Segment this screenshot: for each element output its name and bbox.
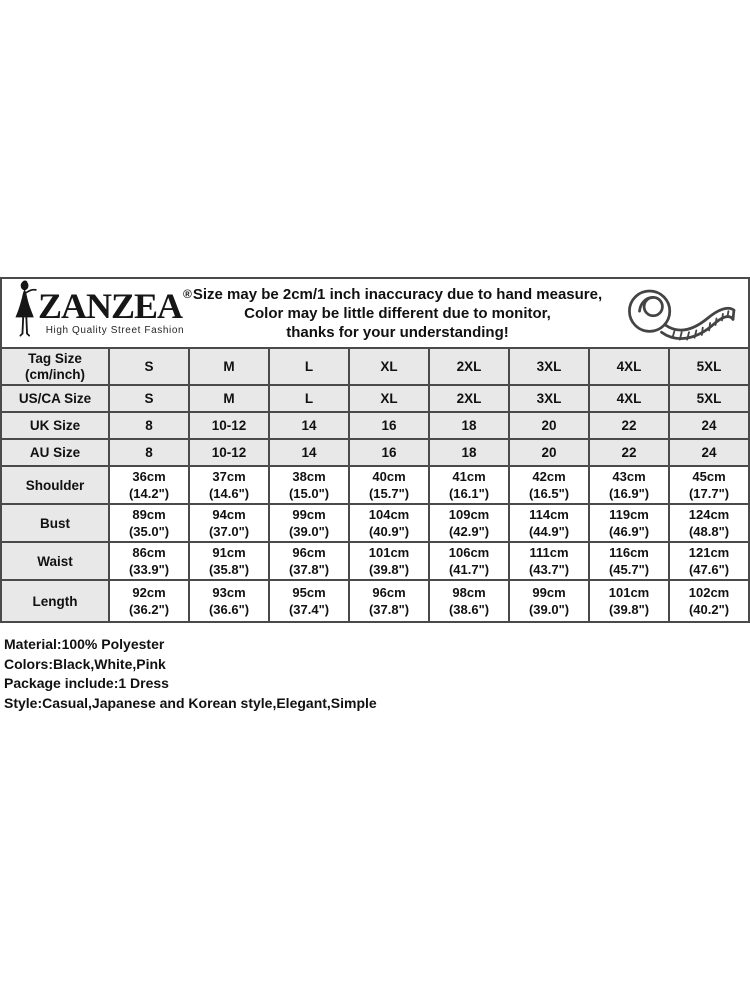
- size-cell: 8: [109, 412, 189, 439]
- brand-logo: [2, 280, 192, 347]
- measurement-cell: 99cm (39.0"): [269, 504, 349, 542]
- size-cell: 20: [509, 412, 589, 439]
- header-band: [0, 277, 750, 347]
- size-cell: XL: [349, 385, 429, 412]
- measurement-cell: 89cm (35.0"): [109, 504, 189, 542]
- measurement-cell: 119cm (46.9"): [589, 504, 669, 542]
- disclaimer-line: Size may be 2cm/1 inch inaccuracy due to hand measure,: [192, 285, 603, 303]
- measurement-cell: 42cm (16.5"): [509, 466, 589, 504]
- column-header: L: [269, 348, 349, 385]
- measurement-cell: 99cm (39.0"): [509, 580, 589, 622]
- size-cell: 4XL: [589, 385, 669, 412]
- measurement-cell: 92cm (36.2"): [109, 580, 189, 622]
- brand-name: ZANZEA: [38, 286, 183, 327]
- size-cell: 10-12: [189, 439, 269, 466]
- size-cell: M: [189, 385, 269, 412]
- measurement-cell: 43cm (16.9"): [589, 466, 669, 504]
- row-label: Tag Size (cm/inch): [1, 348, 109, 385]
- measurement-cell: 96cm (37.8"): [349, 580, 429, 622]
- measurement-cell: 111cm (43.7"): [509, 542, 589, 580]
- size-cell: 14: [269, 439, 349, 466]
- product-details: [0, 635, 750, 713]
- measurement-cell: 109cm (42.9"): [429, 504, 509, 542]
- size-cell: 16: [349, 412, 429, 439]
- table-row-bust: [1, 504, 749, 542]
- row-label: Length: [1, 580, 109, 622]
- detail-line-material: Material:100% Polyester: [4, 636, 165, 652]
- measurement-cell: 96cm (37.8"): [269, 542, 349, 580]
- detail-line-style: Style:Casual,Japanese and Korean style,Elegant,Simple: [4, 694, 377, 711]
- measurement-cell: 95cm (37.4"): [269, 580, 349, 622]
- measurement-cell: 104cm (40.9"): [349, 504, 429, 542]
- row-label: Shoulder: [1, 466, 109, 504]
- column-header: M: [189, 348, 269, 385]
- detail-line-colors: Colors:Black,White,Pink: [4, 655, 166, 672]
- row-label: Bust: [1, 504, 109, 542]
- size-cell: 20: [509, 439, 589, 466]
- registered-mark-icon: ®: [183, 287, 192, 302]
- measurement-cell: 91cm (35.8"): [189, 542, 269, 580]
- size-cell: 10-12: [189, 412, 269, 439]
- table-row-tag-size: [1, 348, 749, 385]
- disclaimer-line: Color may be little different due to monitor,: [244, 304, 551, 322]
- table-row-au-size: [1, 439, 749, 466]
- measuring-tape-icon: [608, 280, 748, 346]
- size-cell: 5XL: [669, 385, 749, 412]
- table-row-uk-size: [1, 412, 749, 439]
- measurement-cell: 41cm (16.1"): [429, 466, 509, 504]
- measurement-cell: 36cm (14.2"): [109, 466, 189, 504]
- measurement-cell: 101cm (39.8"): [349, 542, 429, 580]
- size-cell: 24: [669, 439, 749, 466]
- disclaimer-line: thanks for your understanding!: [286, 323, 509, 341]
- measurement-cell: 101cm (39.8"): [589, 580, 669, 622]
- column-header: 3XL: [509, 348, 589, 385]
- size-cell: 8: [109, 439, 189, 466]
- row-label: Waist: [1, 542, 109, 580]
- measurement-cell: 94cm (37.0"): [189, 504, 269, 542]
- size-cell: S: [109, 385, 189, 412]
- row-label: AU Size: [1, 439, 109, 466]
- row-label: US/CA Size: [1, 385, 109, 412]
- column-header: 4XL: [589, 348, 669, 385]
- table-row-waist: [1, 542, 749, 580]
- measurement-cell: 106cm (41.7"): [429, 542, 509, 580]
- measurement-cell: 38cm (15.0"): [269, 466, 349, 504]
- size-cell: 22: [589, 412, 669, 439]
- detail-line-package: Package include:1 Dress: [4, 675, 169, 691]
- table-row-shoulder: [1, 466, 749, 504]
- measurement-cell: 116cm (45.7"): [589, 542, 669, 580]
- measurement-cell: 121cm (47.6"): [669, 542, 749, 580]
- size-cell: 2XL: [429, 385, 509, 412]
- size-cell: 3XL: [509, 385, 589, 412]
- size-cell: 18: [429, 439, 509, 466]
- measurement-cell: 93cm (36.6"): [189, 580, 269, 622]
- brand-tagline: High Quality Street Fashion: [45, 324, 185, 336]
- row-label: UK Size: [1, 412, 109, 439]
- size-table: [0, 347, 750, 623]
- size-cell: 16: [349, 439, 429, 466]
- disclaimer-text: [187, 285, 608, 342]
- measurement-cell: 40cm (15.7"): [349, 466, 429, 504]
- measurement-cell: 124cm (48.8"): [669, 504, 749, 542]
- table-row-length: [1, 580, 749, 622]
- size-cell: 18: [429, 412, 509, 439]
- measurement-cell: 37cm (14.6"): [189, 466, 269, 504]
- table-row-usca-size: [1, 385, 749, 412]
- size-cell: 22: [589, 439, 669, 466]
- size-cell: L: [269, 385, 349, 412]
- column-header: 5XL: [669, 348, 749, 385]
- size-cell: 24: [669, 412, 749, 439]
- measurement-cell: 98cm (38.6"): [429, 580, 509, 622]
- column-header: XL: [349, 348, 429, 385]
- size-cell: 14: [269, 412, 349, 439]
- measurement-cell: 114cm (44.9"): [509, 504, 589, 542]
- measurement-cell: 86cm (33.9"): [109, 542, 189, 580]
- column-header: S: [109, 348, 189, 385]
- column-header: 2XL: [429, 348, 509, 385]
- measurement-cell: 102cm (40.2"): [669, 580, 749, 622]
- measurement-cell: 45cm (17.7"): [669, 466, 749, 504]
- logo-text: [38, 286, 192, 336]
